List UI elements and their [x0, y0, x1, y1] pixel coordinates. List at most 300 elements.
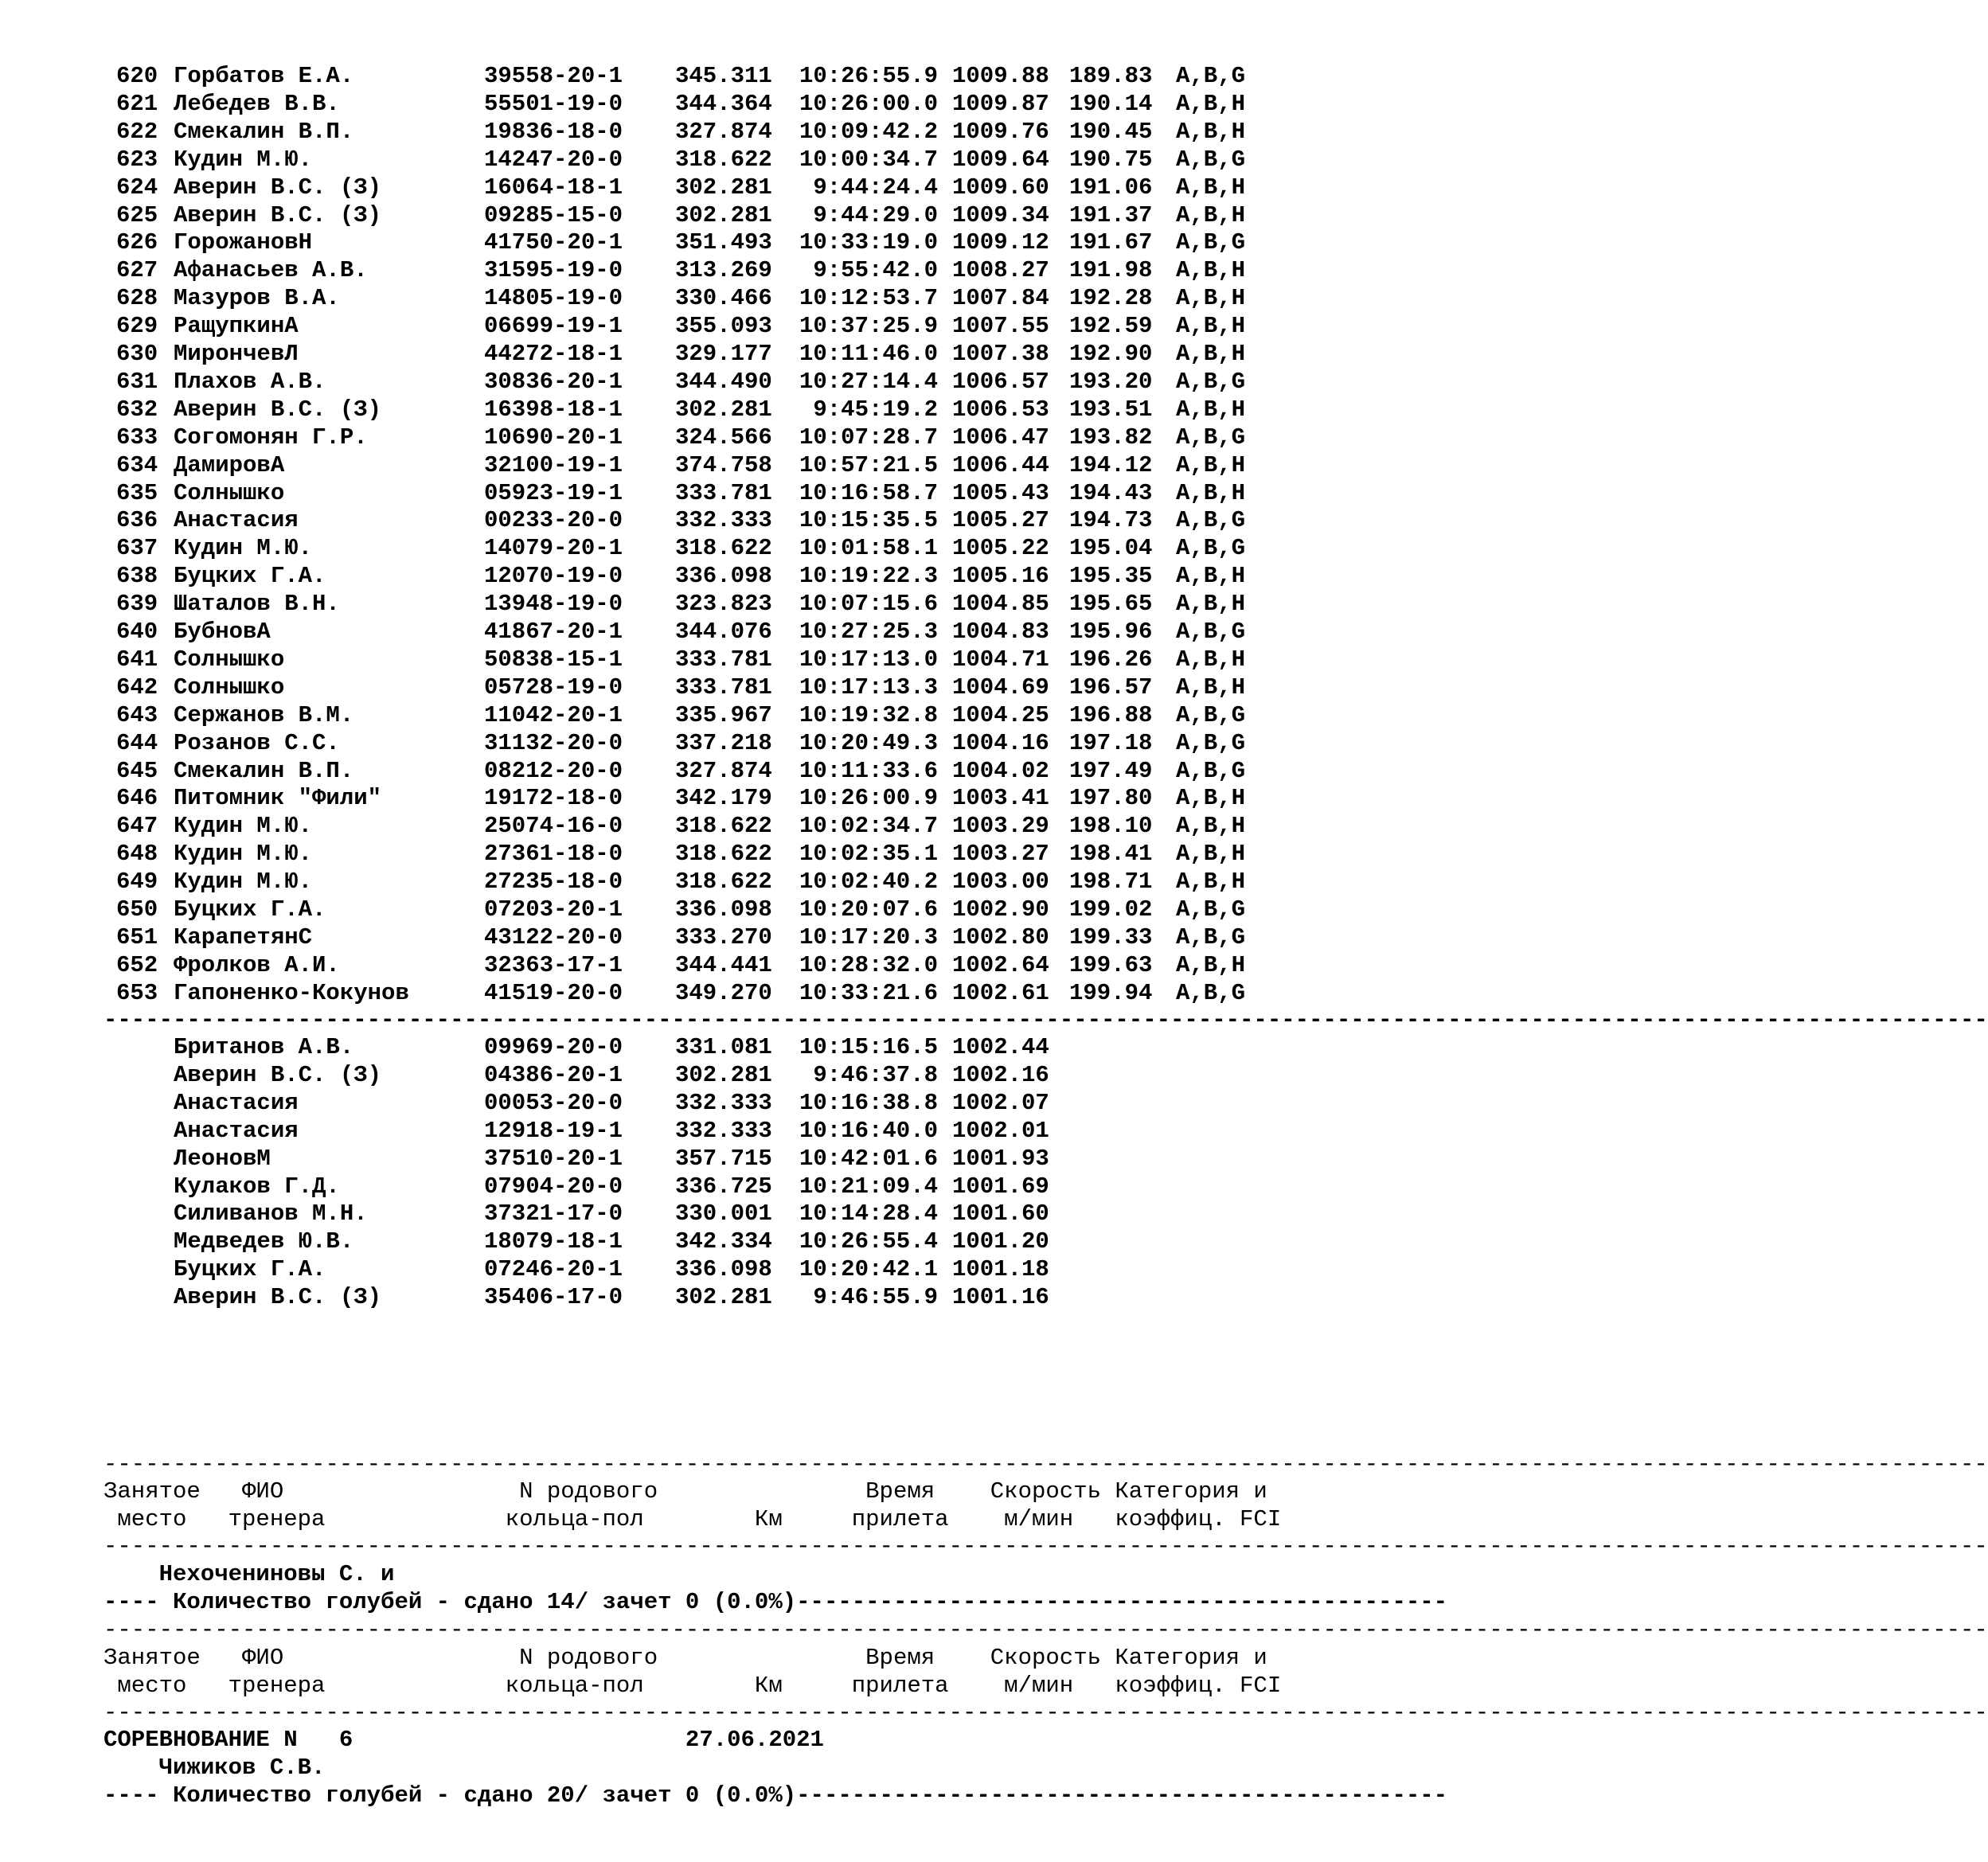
cell-time: 10:20:07.6: [799, 896, 938, 923]
cell-time: 10:07:28.7: [799, 424, 938, 451]
cell-ring: 06699-19-1: [484, 313, 623, 340]
cell-place: 624: [116, 174, 158, 201]
cell-km: 327.874: [675, 118, 772, 145]
cell-cat: A,B,H: [1176, 813, 1246, 840]
cell-coef: 197.80: [1069, 785, 1153, 812]
cell-cat: A,B,H: [1176, 451, 1246, 478]
cell-place: 623: [116, 146, 158, 173]
cell-time: 10:19:22.3: [799, 563, 938, 590]
cell-cat: A,B,H: [1176, 563, 1246, 590]
cell-name: Анастасия: [174, 1089, 299, 1116]
table-row: [0, 479, 1317, 507]
cell-speed: 1009.76: [952, 118, 1049, 145]
cell-ring: 13948-19-0: [484, 591, 623, 618]
cell-km: 342.179: [675, 785, 772, 812]
cell-time: 10:15:35.5: [799, 507, 938, 534]
table-row: [0, 1033, 1317, 1061]
cell-cat: A,B,H: [1176, 257, 1246, 284]
cell-speed: 1004.69: [952, 673, 1049, 701]
cell-place: 638: [116, 563, 158, 590]
cell-speed: 1005.16: [952, 563, 1049, 590]
cell-speed: 1003.29: [952, 813, 1049, 840]
cell-ring: 44272-18-1: [484, 341, 623, 367]
cell-km: 344.076: [675, 619, 772, 645]
cell-time: 10:42:01.6: [799, 1145, 938, 1172]
cell-speed: 1003.00: [952, 869, 1049, 896]
cell-cat: A,B,H: [1176, 591, 1246, 618]
cell-ring: 14247-20-0: [484, 146, 623, 173]
cell-coef: 195.65: [1069, 591, 1153, 618]
cell-place: 629: [116, 313, 158, 340]
cell-speed: 1004.71: [952, 646, 1049, 673]
cell-name: Кудин М.Ю.: [174, 535, 313, 562]
cell-coef: 192.90: [1069, 341, 1153, 367]
cell-km: 302.281: [675, 1284, 772, 1311]
cell-speed: 1004.25: [952, 701, 1049, 728]
column-header-row2: место тренера кольца-пол Км прилета м/мин коэффиц. FCI: [104, 1673, 1282, 1699]
table-row: [0, 368, 1317, 396]
cell-time: 10:21:09.4: [799, 1173, 938, 1200]
cell-ring: 27361-18-0: [484, 841, 623, 868]
cell-km: 318.622: [675, 869, 772, 896]
pigeon-count-summary: ---- Количество голубей - сдано 20/ зачет 0 (0.0%)-----------------------------------------------: [104, 1782, 1448, 1809]
cell-name: Кудин М.Ю.: [174, 869, 313, 896]
cell-speed: 1009.64: [952, 146, 1049, 173]
cell-name: Буцких Г.А.: [174, 1256, 326, 1283]
cell-place: 635: [116, 479, 158, 506]
cell-place: 648: [116, 841, 158, 868]
cell-coef: 196.88: [1069, 701, 1153, 728]
cell-name: Кудин М.Ю.: [174, 841, 313, 868]
cell-cat: A,B,H: [1176, 313, 1246, 340]
cell-speed: 1004.16: [952, 729, 1049, 756]
cell-cat: A,B,G: [1176, 229, 1246, 256]
table-row: [0, 618, 1317, 646]
cell-cat: A,B,G: [1176, 507, 1246, 534]
cell-speed: 1001.60: [952, 1200, 1049, 1228]
cell-km: 329.177: [675, 341, 772, 367]
cell-cat: A,B,H: [1176, 396, 1246, 423]
cell-cat: A,B,H: [1176, 646, 1246, 673]
cell-speed: 1002.16: [952, 1061, 1049, 1088]
cell-km: 342.334: [675, 1228, 772, 1255]
header-separator-bottom: ----------------------------------------------------------------------------------------------------------------------------------------: [104, 1533, 1988, 1559]
cell-coef: 196.57: [1069, 673, 1153, 701]
cell-ring: 19836-18-0: [484, 118, 623, 145]
cell-km: 332.333: [675, 1089, 772, 1116]
cell-coef: 199.63: [1069, 951, 1153, 978]
cell-place: 645: [116, 757, 158, 784]
cell-ring: 25074-16-0: [484, 813, 623, 840]
pigeon-count-summary: ---- Количество голубей - сдано 14/ зачет 0 (0.0%)-----------------------------------------------: [104, 1589, 1448, 1615]
cell-speed: 1004.02: [952, 757, 1049, 784]
cell-place: 639: [116, 591, 158, 618]
cell-time: 10:26:55.4: [799, 1228, 938, 1255]
cell-km: 355.093: [675, 313, 772, 340]
table-row: [0, 757, 1317, 785]
cell-speed: 1002.64: [952, 951, 1049, 978]
cell-name: Шаталов В.Н.: [174, 591, 340, 618]
cell-time: 10:11:46.0: [799, 341, 938, 367]
cell-coef: 193.82: [1069, 424, 1153, 451]
table-row: [0, 896, 1317, 923]
cell-name: Буцких Г.А.: [174, 563, 326, 590]
cell-time: 10:09:42.2: [799, 118, 938, 145]
cell-speed: 1009.12: [952, 229, 1049, 256]
cell-name: Мазуров В.А.: [174, 285, 340, 312]
cell-place: 642: [116, 673, 158, 701]
table-row: [0, 840, 1317, 868]
cell-time: 10:00:34.7: [799, 146, 938, 173]
table-row: [0, 701, 1317, 729]
cell-coef: 191.98: [1069, 257, 1153, 284]
cell-speed: 1009.88: [952, 63, 1049, 89]
table-row: [0, 590, 1317, 618]
cell-speed: 1002.07: [952, 1089, 1049, 1116]
cell-ring: 50838-15-1: [484, 646, 623, 673]
cell-time: 9:45:19.2: [813, 396, 938, 423]
cell-cat: A,B,H: [1176, 479, 1246, 506]
cell-coef: 195.96: [1069, 619, 1153, 645]
cell-km: 332.333: [675, 507, 772, 534]
cell-time: 10:19:32.8: [799, 701, 938, 728]
cell-time: 10:28:32.0: [799, 951, 938, 978]
cell-time: 10:26:00.0: [799, 90, 938, 117]
cell-name: Смекалин В.П.: [174, 757, 354, 784]
cell-name: Кулаков Г.Д.: [174, 1173, 340, 1200]
table-row: [0, 1228, 1317, 1255]
cell-coef: 190.45: [1069, 118, 1153, 145]
cell-ring: 09969-20-0: [484, 1034, 623, 1060]
cell-time: 10:27:25.3: [799, 619, 938, 645]
cell-cat: A,B,H: [1176, 285, 1246, 312]
cell-cat: A,B,H: [1176, 869, 1246, 896]
cell-coef: 195.04: [1069, 535, 1153, 562]
cell-coef: 198.41: [1069, 841, 1153, 868]
cell-coef: 194.73: [1069, 507, 1153, 534]
cell-ring: 31595-19-0: [484, 257, 623, 284]
cell-name: Аверин В.С. (З): [174, 174, 382, 201]
cell-cat: A,B,H: [1176, 673, 1246, 701]
cell-place: 651: [116, 923, 158, 951]
cell-name: Медведев Ю.В.: [174, 1228, 354, 1255]
table-row: [0, 201, 1317, 229]
table-row: [0, 1145, 1317, 1173]
cell-km: 330.466: [675, 285, 772, 312]
table-row: [0, 923, 1317, 951]
cell-ring: 16398-18-1: [484, 396, 623, 423]
cell-time: 10:20:49.3: [799, 729, 938, 756]
cell-ring: 19172-18-0: [484, 785, 623, 812]
cell-time: 10:16:38.8: [799, 1089, 938, 1116]
cell-km: 336.098: [675, 1256, 772, 1283]
cell-name: Британов А.В.: [174, 1034, 354, 1060]
cell-time: 10:11:33.6: [799, 757, 938, 784]
cell-ring: 10690-20-1: [484, 424, 623, 451]
cell-name: Солнышко: [174, 673, 285, 701]
cell-speed: 1005.22: [952, 535, 1049, 562]
table-row: [0, 1089, 1317, 1117]
cell-cat: A,B,H: [1176, 201, 1246, 228]
header-separator-bottom: ----------------------------------------------------------------------------------------------------------------------------------------: [104, 1700, 1988, 1726]
cell-ring: 09285-15-0: [484, 201, 623, 228]
cell-km: 335.967: [675, 701, 772, 728]
cell-ring: 07904-20-0: [484, 1173, 623, 1200]
cell-name: МирончевЛ: [174, 341, 299, 367]
table-row: [0, 1200, 1317, 1228]
table-row: [0, 312, 1317, 340]
cell-place: 646: [116, 785, 158, 812]
cell-coef: 190.14: [1069, 90, 1153, 117]
cell-time: 10:33:21.6: [799, 979, 938, 1006]
cell-km: 327.874: [675, 757, 772, 784]
cell-km: 331.081: [675, 1034, 772, 1060]
cell-name: Согомонян Г.Р.: [174, 424, 368, 451]
table-row: [0, 729, 1317, 757]
cell-cat: A,B,G: [1176, 923, 1246, 951]
cell-cat: A,B,H: [1176, 341, 1246, 367]
cell-name: Кудин М.Ю.: [174, 146, 313, 173]
cell-ring: 37510-20-1: [484, 1145, 623, 1172]
cell-speed: 1006.47: [952, 424, 1049, 451]
cell-time: 10:14:28.4: [799, 1200, 938, 1228]
cell-ring: 12070-19-0: [484, 563, 623, 590]
cell-time: 10:12:53.7: [799, 285, 938, 312]
cell-coef: 199.02: [1069, 896, 1153, 923]
cell-time: 10:17:13.3: [799, 673, 938, 701]
cell-km: 333.781: [675, 673, 772, 701]
cell-place: 621: [116, 90, 158, 117]
column-header-row1: Занятое ФИО N родового Время Скорость Категория и: [104, 1645, 1267, 1671]
cell-speed: 1004.85: [952, 591, 1049, 618]
table-row: [0, 1283, 1317, 1311]
cell-time: 9:55:42.0: [813, 257, 938, 284]
cell-coef: 192.28: [1069, 285, 1153, 312]
cell-time: 10:27:14.4: [799, 368, 938, 395]
cell-place: 637: [116, 535, 158, 562]
cell-place: 640: [116, 619, 158, 645]
cell-km: 349.270: [675, 979, 772, 1006]
cell-km: 336.725: [675, 1173, 772, 1200]
cell-km: 336.098: [675, 896, 772, 923]
cell-name: Аверин В.С. (З): [174, 1284, 382, 1311]
cell-place: 630: [116, 341, 158, 367]
cell-km: 333.270: [675, 923, 772, 951]
table-row: [0, 396, 1317, 424]
table-row: [0, 451, 1317, 479]
cell-name: ДамировА: [174, 451, 285, 478]
cell-name: Розанов С.С.: [174, 729, 340, 756]
cell-time: 10:33:19.0: [799, 229, 938, 256]
cell-ring: 04386-20-1: [484, 1061, 623, 1088]
cell-name: Анастасия: [174, 507, 299, 534]
cell-name: РащупкинА: [174, 313, 299, 340]
cell-km: 318.622: [675, 146, 772, 173]
cell-time: 9:44:29.0: [813, 201, 938, 228]
table-row: [0, 90, 1317, 118]
table-row: [0, 284, 1317, 312]
cell-ring: 11042-20-1: [484, 701, 623, 728]
header-separator-top: ----------------------------------------------------------------------------------------------------------------------------------------: [104, 1451, 1988, 1477]
table-separator: ----------------------------------------------------------------------------------------------------------------------------------------: [104, 1007, 1988, 1033]
cell-name: Аверин В.С. (З): [174, 396, 382, 423]
cell-coef: 198.10: [1069, 813, 1153, 840]
cell-speed: 1002.44: [952, 1034, 1049, 1060]
cell-name: Кудин М.Ю.: [174, 813, 313, 840]
cell-coef: 199.33: [1069, 923, 1153, 951]
column-header-row2: место тренера кольца-пол Км прилета м/мин коэффиц. FCI: [104, 1506, 1282, 1532]
cell-cat: A,B,G: [1176, 424, 1246, 451]
cell-ring: 37321-17-0: [484, 1200, 623, 1228]
cell-km: 333.781: [675, 646, 772, 673]
cell-speed: 1001.16: [952, 1284, 1049, 1311]
cell-ring: 00233-20-0: [484, 507, 623, 534]
header-separator-top: ----------------------------------------------------------------------------------------------------------------------------------------: [104, 1617, 1988, 1643]
cell-place: 620: [116, 63, 158, 89]
cell-name: КарапетянС: [174, 923, 313, 951]
cell-speed: 1007.38: [952, 341, 1049, 367]
table-row: [0, 979, 1317, 1007]
table-row: [0, 646, 1317, 673]
cell-coef: 198.71: [1069, 869, 1153, 896]
table-row: [0, 146, 1317, 174]
cell-ring: 08212-20-0: [484, 757, 623, 784]
cell-coef: 194.43: [1069, 479, 1153, 506]
cell-km: 302.281: [675, 1061, 772, 1088]
cell-speed: 1007.55: [952, 313, 1049, 340]
cell-cat: A,B,G: [1176, 701, 1246, 728]
cell-name: ЛеоновМ: [174, 1145, 271, 1172]
cell-km: 318.622: [675, 841, 772, 868]
cell-km: 337.218: [675, 729, 772, 756]
cell-ring: 55501-19-0: [484, 90, 623, 117]
cell-name: БубновА: [174, 619, 271, 645]
cell-km: 344.490: [675, 368, 772, 395]
cell-cat: A,B,G: [1176, 729, 1246, 756]
cell-ring: 05923-19-1: [484, 479, 623, 506]
cell-km: 332.333: [675, 1117, 772, 1144]
cell-cat: A,B,H: [1176, 785, 1246, 812]
cell-name: Плахов А.В.: [174, 368, 326, 395]
cell-ring: 05728-19-0: [484, 673, 623, 701]
cell-place: 652: [116, 951, 158, 978]
cell-speed: 1001.69: [952, 1173, 1049, 1200]
cell-km: 357.715: [675, 1145, 772, 1172]
cell-km: 302.281: [675, 201, 772, 228]
cell-ring: 41750-20-1: [484, 229, 623, 256]
cell-cat: A,B,G: [1176, 979, 1246, 1006]
owner-name: Чижиков С.В.: [104, 1755, 326, 1781]
cell-coef: 189.83: [1069, 63, 1153, 89]
cell-place: 644: [116, 729, 158, 756]
cell-cat: A,B,G: [1176, 368, 1246, 395]
cell-speed: 1002.01: [952, 1117, 1049, 1144]
cell-ring: 12918-19-1: [484, 1117, 623, 1144]
cell-speed: 1002.80: [952, 923, 1049, 951]
cell-ring: 16064-18-1: [484, 174, 623, 201]
cell-time: 10:26:00.9: [799, 785, 938, 812]
cell-time: 10:57:21.5: [799, 451, 938, 478]
cell-place: 627: [116, 257, 158, 284]
cell-coef: 191.37: [1069, 201, 1153, 228]
cell-place: 631: [116, 368, 158, 395]
cell-km: 344.441: [675, 951, 772, 978]
cell-name: Солнышко: [174, 646, 285, 673]
cell-speed: 1001.93: [952, 1145, 1049, 1172]
cell-cat: A,B,H: [1176, 951, 1246, 978]
cell-cat: A,B,H: [1176, 118, 1246, 145]
table-row: [0, 424, 1317, 451]
cell-coef: 197.49: [1069, 757, 1153, 784]
cell-place: 632: [116, 396, 158, 423]
table-row: [0, 62, 1317, 90]
cell-name: Аверин В.С. (З): [174, 201, 382, 228]
table-row: [0, 868, 1317, 896]
cell-place: 634: [116, 451, 158, 478]
cell-time: 9:46:55.9: [813, 1284, 938, 1311]
cell-km: 318.622: [675, 813, 772, 840]
cell-cat: A,B,G: [1176, 619, 1246, 645]
cell-ring: 35406-17-0: [484, 1284, 623, 1311]
cell-speed: 1009.60: [952, 174, 1049, 201]
cell-place: 622: [116, 118, 158, 145]
cell-speed: 1006.53: [952, 396, 1049, 423]
cell-time: 10:17:13.0: [799, 646, 938, 673]
cell-cat: A,B,G: [1176, 757, 1246, 784]
cell-ring: 41519-20-0: [484, 979, 623, 1006]
cell-coef: 193.20: [1069, 368, 1153, 395]
cell-name: Солнышко: [174, 479, 285, 506]
cell-time: 10:17:20.3: [799, 923, 938, 951]
cell-time: 10:15:16.5: [799, 1034, 938, 1060]
owner-name: Нехочениновы С. и: [104, 1561, 395, 1587]
cell-time: 10:20:42.1: [799, 1256, 938, 1283]
cell-place: 633: [116, 424, 158, 451]
cell-km: 336.098: [675, 563, 772, 590]
cell-time: 9:44:24.4: [813, 174, 938, 201]
cell-ring: 14079-20-1: [484, 535, 623, 562]
competition-title: СОРЕВНОВАНИЕ N 6 27.06.2021: [104, 1727, 824, 1753]
cell-coef: 194.12: [1069, 451, 1153, 478]
cell-speed: 1007.84: [952, 285, 1049, 312]
cell-cat: A,B,G: [1176, 63, 1246, 89]
cell-time: 9:46:37.8: [813, 1061, 938, 1088]
cell-place: 626: [116, 229, 158, 256]
table-row: [0, 784, 1317, 812]
cell-ring: 32100-19-1: [484, 451, 623, 478]
cell-speed: 1005.43: [952, 479, 1049, 506]
cell-ring: 43122-20-0: [484, 923, 623, 951]
table-row: [0, 228, 1317, 256]
cell-place: 649: [116, 869, 158, 896]
cell-ring: 31132-20-0: [484, 729, 623, 756]
cell-cat: A,B,H: [1176, 174, 1246, 201]
table-row: [0, 174, 1317, 201]
cell-speed: 1009.34: [952, 201, 1049, 228]
cell-name: Смекалин В.П.: [174, 118, 354, 145]
cell-cat: A,B,H: [1176, 841, 1246, 868]
cell-ring: 39558-20-1: [484, 63, 623, 89]
table-row: [0, 562, 1317, 590]
cell-ring: 32363-17-1: [484, 951, 623, 978]
cell-time: 10:07:15.6: [799, 591, 938, 618]
cell-coef: 199.94: [1069, 979, 1153, 1006]
cell-speed: 1006.44: [952, 451, 1049, 478]
table-row: [0, 1117, 1317, 1145]
cell-coef: 191.06: [1069, 174, 1153, 201]
cell-coef: 191.67: [1069, 229, 1153, 256]
cell-km: 318.622: [675, 535, 772, 562]
